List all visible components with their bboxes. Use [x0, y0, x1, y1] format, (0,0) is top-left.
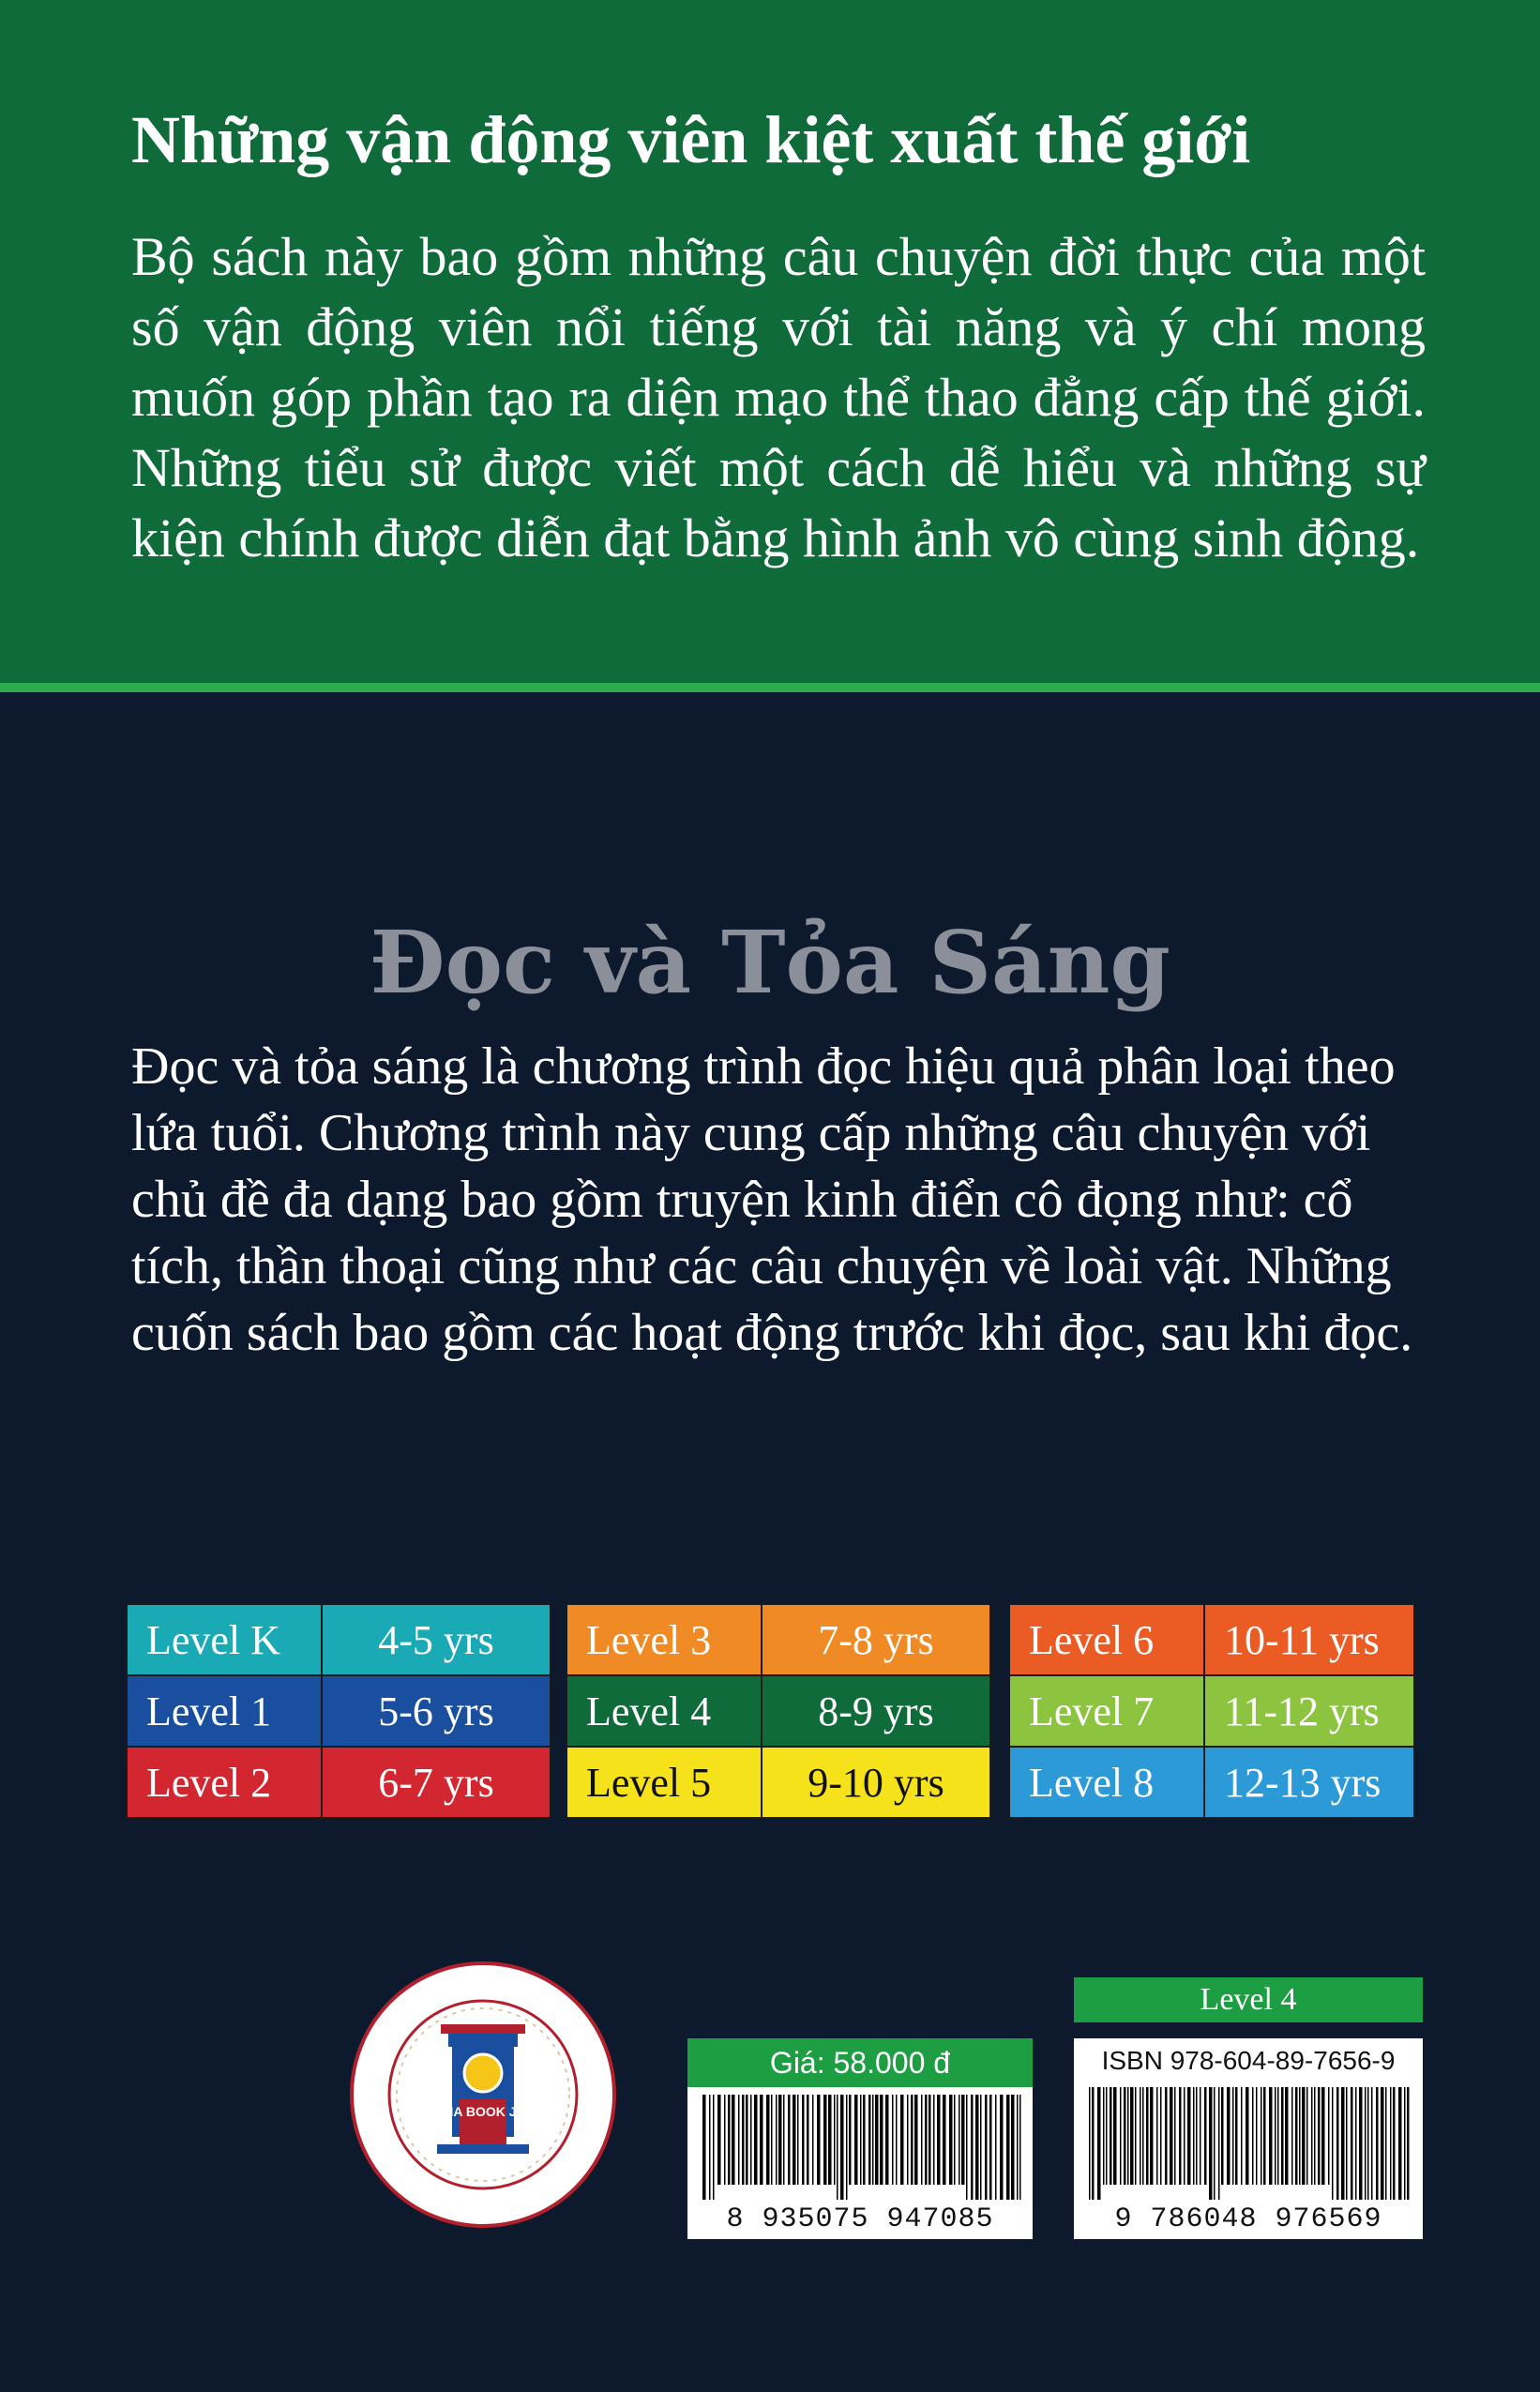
barcode-bar [817, 2095, 821, 2185]
barcode-bar [1184, 2087, 1185, 2185]
barcode-bar [1376, 2087, 1379, 2200]
barcode-bar [1019, 2095, 1021, 2200]
barcode-bar [933, 2095, 935, 2185]
barcode-bar [1398, 2087, 1402, 2200]
barcode-bar [802, 2095, 805, 2185]
level-row [1009, 1604, 1414, 1675]
isbn-barcode-number: 9 786048 976569 [1114, 2203, 1382, 2235]
barcode-bar [1006, 2095, 1010, 2200]
barcode-bar [1393, 2087, 1396, 2200]
barcode-bar [1355, 2087, 1357, 2200]
barcode-bar [1156, 2087, 1158, 2185]
barcode-bar [961, 2095, 965, 2185]
barcode-bar [1232, 2087, 1234, 2185]
barcode-bar [1218, 2087, 1220, 2200]
barcode-bar [980, 2095, 982, 2200]
barcode-bar [1314, 2087, 1316, 2185]
barcode-bar [1407, 2087, 1410, 2200]
barcode-bar [1261, 2087, 1262, 2185]
barcode-bar [1367, 2087, 1369, 2200]
barcode-bar [1120, 2087, 1122, 2185]
barcode-bar [776, 2095, 778, 2185]
barcode-bar [1281, 2087, 1284, 2185]
barcode-bar [1381, 2087, 1384, 2200]
barcode-bar [1341, 2087, 1345, 2200]
price-barcode-number: 8 935075 947085 [726, 2203, 994, 2235]
barcode-bar [783, 2095, 785, 2185]
barcode-bar [771, 2095, 773, 2185]
barcode-bar [921, 2095, 923, 2185]
isbn-barcode-box [1074, 2038, 1423, 2239]
isbn-label: ISBN 978-604-89-7656-9 [1101, 2046, 1396, 2075]
barcode-bar [797, 2095, 799, 2185]
level-age: 6-7 yrs [322, 1747, 551, 1818]
level-age: 11-12 yrs [1204, 1675, 1414, 1747]
barcode-bar [1252, 2087, 1254, 2185]
barcode-bar [880, 2095, 883, 2185]
level-label: Level 8 [1009, 1747, 1204, 1818]
barcode-bar [1170, 2087, 1173, 2185]
level-table-2 [566, 1603, 991, 1819]
barcode-bar [828, 2095, 832, 2185]
barcode-bar [1336, 2087, 1339, 2200]
stamp-logo-text: VINA BOOK JSC [431, 2104, 535, 2119]
publisher-stamp-icon [347, 1959, 619, 2231]
price-label: Giá: 58.000 đ [687, 2038, 1033, 2087]
barcode-bar [1209, 2087, 1213, 2200]
barcode-bar [854, 2095, 858, 2185]
barcode-bar [1130, 2087, 1134, 2185]
barcode-bar [1306, 2087, 1308, 2185]
barcode-bar [954, 2095, 956, 2185]
barcode-bar [1124, 2087, 1126, 2185]
isbn-barcode [1083, 2087, 1413, 2200]
barcode-bar [724, 2095, 726, 2185]
barcode-bar [1135, 2087, 1137, 2185]
series-description: Đọc và tỏa sáng là chương trình đọc hiệu quả phân loại theo lứa tuổi. Chương trình này cung cấp những câu chuyện với chủ đề đa dạng bao gồm truyện kinh điển cô đọng như: cổ tích, thần thoại cũng như các câu chuyện về loài vật. Những cuốn sách bao gồm các hoạt động trước khi đọc, sau khi đọc. [131, 1037, 1413, 1362]
barcode-bar [738, 2095, 740, 2185]
barcode-bar [1269, 2087, 1273, 2185]
level-label: Level 5 [566, 1747, 762, 1818]
level-age: 9-10 yrs [762, 1747, 990, 1818]
barcode-bar [1165, 2087, 1168, 2185]
barcode-bar [1318, 2087, 1321, 2185]
barcode-bar [1332, 2087, 1334, 2200]
barcode-bar [1214, 2087, 1215, 2200]
level-row [1009, 1747, 1414, 1818]
barcode-bar [834, 2095, 836, 2185]
barcode-bar [793, 2095, 796, 2185]
barcode-bar [1321, 2087, 1325, 2185]
barcode-bar [778, 2095, 782, 2185]
level-age: 8-9 yrs [762, 1675, 990, 1747]
barcode-bar [892, 2095, 894, 2185]
barcode-bar [1204, 2087, 1207, 2185]
barcode-bar [823, 2095, 827, 2185]
level-age: 7-8 yrs [762, 1604, 990, 1675]
barcode-bar [1140, 2087, 1141, 2185]
level-label: Level 4 [566, 1675, 762, 1747]
barcode-bar [717, 2095, 721, 2185]
barcode-bar [1295, 2087, 1298, 2185]
book-level-tag: Level 4 [1074, 1977, 1423, 2022]
barcode-bar [1106, 2087, 1108, 2185]
level-label: Level K [127, 1604, 322, 1675]
level-table-3 [1008, 1603, 1415, 1819]
barcode-bar [989, 2095, 992, 2200]
barcode-bar [985, 2095, 988, 2200]
barcode-bar [1179, 2087, 1182, 2185]
level-label: Level 6 [1009, 1604, 1204, 1675]
level-row [1009, 1675, 1414, 1747]
barcode-bar [1302, 2087, 1306, 2185]
barcode-bar [760, 2095, 763, 2185]
barcode-bar [914, 2095, 918, 2185]
barcode-bar [746, 2095, 748, 2185]
description-panel [0, 0, 1540, 683]
barcode-bar [1291, 2087, 1293, 2185]
level-row [127, 1747, 551, 1818]
barcode-bar [840, 2095, 844, 2200]
barcode-bar [1263, 2087, 1266, 2185]
barcode-bar [1351, 2087, 1353, 2200]
barcode-bar [971, 2095, 974, 2200]
level-age: 10-11 yrs [1204, 1604, 1414, 1675]
price-barcode-box [687, 2038, 1033, 2239]
barcode-bar [868, 2095, 871, 2185]
price-barcode [697, 2095, 1027, 2200]
level-row [566, 1675, 990, 1747]
level-row [127, 1675, 551, 1747]
barcode-bar [750, 2095, 752, 2185]
barcode-bar [943, 2095, 946, 2185]
barcode-bar [1142, 2087, 1144, 2185]
barcode-bar [1011, 2095, 1015, 2200]
barcode-bar [1246, 2087, 1249, 2185]
barcode-bar [1097, 2087, 1101, 2200]
barcode-bar [1000, 2095, 1004, 2200]
barcode-bar [1277, 2087, 1279, 2185]
collection-description: Bộ sách này bao gồm những câu chuyện đời thực của một số vận động viên nổi tiếng với tài năng và ý chí mong muốn góp phần tạo ra diện mạo thể thao đẳng cấp thế giới. Những tiểu sử được viết một cách dễ hiểu và những sự kiện chính được diễn đạt bằng hình ảnh vô cùng sinh động. [131, 226, 1426, 568]
barcode-bar [1359, 2087, 1363, 2200]
barcode-bar [975, 2095, 979, 2200]
barcode-bar [1235, 2087, 1238, 2185]
barcode-bar [1371, 2087, 1373, 2200]
barcode-bar [1328, 2087, 1330, 2185]
divider [0, 683, 1540, 692]
barcode-bar [1127, 2087, 1129, 2185]
barcode-bar [1404, 2087, 1406, 2200]
barcode-bar [1193, 2087, 1195, 2185]
barcode-bar [1227, 2087, 1230, 2185]
barcode-bar [732, 2095, 735, 2185]
barcode-bar [1390, 2087, 1392, 2200]
barcode-bar [959, 2095, 960, 2185]
barcode-bar [1103, 2087, 1105, 2185]
barcode-bar [702, 2095, 706, 2200]
barcode-bar [1196, 2087, 1198, 2185]
barcode-bar [846, 2095, 848, 2200]
level-row [566, 1747, 990, 1818]
barcode-bar [937, 2095, 941, 2185]
barcode-bar [925, 2095, 928, 2185]
barcode-bar [1275, 2087, 1276, 2185]
barcode-bar [1299, 2087, 1301, 2185]
barcode-bar [875, 2095, 879, 2185]
barcode-bar [1146, 2087, 1149, 2185]
series-title: Đọc và Tỏa Sáng [370, 912, 1170, 1013]
level-row [566, 1604, 990, 1675]
level-label: Level 7 [1009, 1675, 1204, 1747]
barcode-bar [1113, 2087, 1117, 2185]
level-age: 4-5 yrs [322, 1604, 551, 1675]
barcode-bar [754, 2095, 758, 2185]
barcode-bar [1365, 2087, 1366, 2200]
barcode-bar [1017, 2095, 1019, 2200]
barcode-bar [709, 2095, 711, 2200]
level-label: Level 1 [127, 1675, 322, 1747]
barcode-bar [872, 2095, 874, 2185]
barcode-bar [1160, 2087, 1162, 2185]
barcode-bar [1241, 2087, 1243, 2185]
barcode-bar [1311, 2087, 1313, 2185]
barcode-bar [1256, 2087, 1258, 2185]
barcode-bar [1346, 2087, 1348, 2200]
barcode-bar [766, 2095, 770, 2185]
barcode-bar [812, 2095, 814, 2185]
level-label: Level 2 [127, 1747, 322, 1818]
barcode-bar [1187, 2087, 1191, 2185]
barcode-bar [1089, 2087, 1091, 2200]
barcode-bar [837, 2095, 838, 2200]
barcode-bar [896, 2095, 898, 2185]
barcode-bar [1200, 2087, 1201, 2185]
barcode-bar [1385, 2087, 1387, 2200]
barcode-bar [966, 2095, 968, 2200]
collection-title: Những vận động viên kiệt xuất thế giới [131, 102, 1251, 177]
level-age: 12-13 yrs [1204, 1747, 1414, 1818]
barcode-bar [728, 2095, 731, 2185]
barcode-bar [1110, 2087, 1112, 2185]
barcode-bar [863, 2095, 866, 2185]
barcode-bar [949, 2095, 953, 2185]
barcode-bar [742, 2095, 745, 2185]
barcode-bar [995, 2095, 997, 2200]
barcode-bar [807, 2095, 809, 2185]
barcode-bar [885, 2095, 889, 2185]
barcode-bar [788, 2095, 791, 2185]
level-row [127, 1604, 551, 1675]
barcode-bar [907, 2095, 909, 2185]
barcode-bar [849, 2095, 852, 2185]
level-label: Level 3 [566, 1604, 762, 1675]
barcode-bar [911, 2095, 913, 2185]
barcode-bar [1285, 2087, 1289, 2185]
barcode-bar [1221, 2087, 1224, 2185]
barcode-bar [860, 2095, 862, 2185]
barcode-bar [900, 2095, 904, 2185]
barcode-bar [1150, 2087, 1154, 2185]
level-age: 5-6 yrs [322, 1675, 551, 1747]
barcode-bar [929, 2095, 931, 2185]
barcode-bar [713, 2095, 715, 2200]
barcode-bar [1092, 2087, 1095, 2200]
level-table-1 [126, 1603, 551, 1819]
barcode-bar [1174, 2087, 1176, 2185]
